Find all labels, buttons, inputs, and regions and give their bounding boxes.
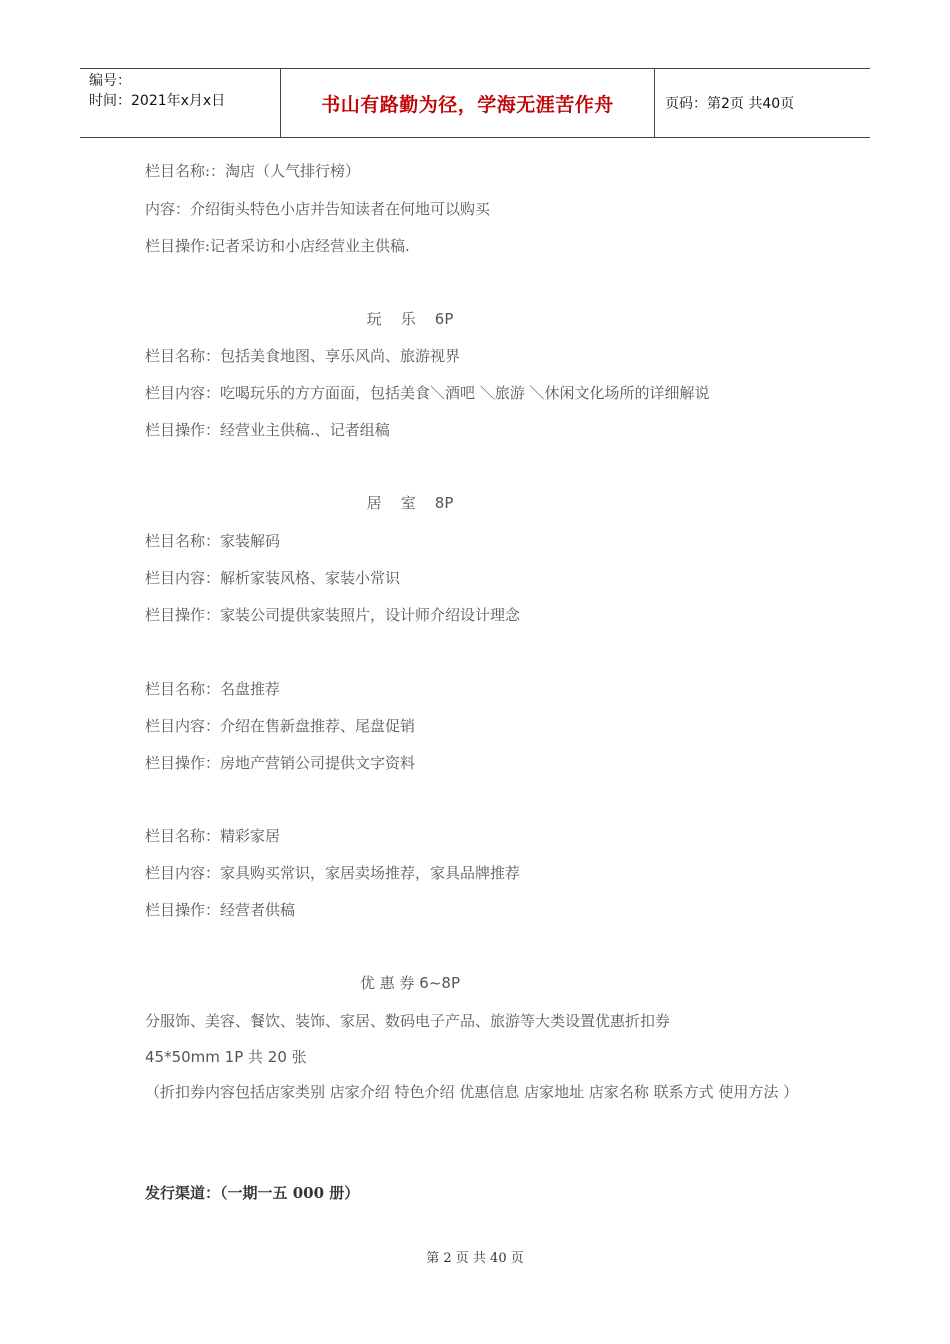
coupon-heading: 优 惠 券 6~8P <box>359 974 460 992</box>
home-col1-content: 栏目内容：解析家装风格、家装小常识 <box>145 569 401 587</box>
coupon-description: 分服饰、美容、餐饮、装饰、家居、数码电子产品、旅游等大类设置优惠折扣券 <box>145 1012 671 1030</box>
play-operation: 栏目操作：经营业主供稿.、记者组稿 <box>145 421 390 439</box>
taodian-name: 栏目名称:：淘店（人气排行榜） <box>145 162 361 180</box>
coupon-note: （折扣券内容包括店家类别 店家介绍 特色介绍 优惠信息 店家地址 店家名称 联系方式 使用方法 ） <box>145 1083 799 1101</box>
home-col1-operation: 栏目操作：家装公司提供家装照片，设计师介绍设计理念 <box>145 606 521 624</box>
document-body <box>145 0 825 1240</box>
home-col2-content: 栏目内容：介绍在售新盘推荐、尾盘促销 <box>145 717 416 735</box>
home-col1-name: 栏目名称：家装解码 <box>145 532 281 550</box>
play-heading: 玩 乐 6P <box>366 310 454 328</box>
time-label: 时间：2021年x月x日 <box>89 93 226 109</box>
home-col3-name: 栏目名称：精彩家居 <box>145 827 281 845</box>
play-name: 栏目名称：包括美食地图、享乐风尚、旅游视界 <box>145 347 461 365</box>
page-footer: 第 2 页 共 40 页 <box>426 1251 524 1266</box>
home-heading: 居 室 8P <box>366 494 454 512</box>
taodian-operation: 栏目操作:记者采访和小店经营业主供稿. <box>145 237 410 255</box>
serial-label: 编号： <box>89 73 131 89</box>
home-col3-operation: 栏目操作：经营者供稿 <box>145 901 296 919</box>
home-col2-operation: 栏目操作：房地产营销公司提供文字资料 <box>145 754 416 772</box>
header-motto: 书山有路勤为径，学海无涯苦作舟 <box>281 69 655 137</box>
taodian-content: 内容：介绍街头特色小店并告知读者在何地可以购买 <box>145 200 491 218</box>
play-content: 栏目内容：吃喝玩乐的方方面面，包括美食＼酒吧 ＼旅游 ＼休闲文化场所的详细解说 <box>145 384 710 402</box>
home-col2-name: 栏目名称：名盘推荐 <box>145 680 281 698</box>
distribution-channel: 发行渠道：（一期一五 000 册） <box>145 1184 360 1202</box>
coupon-size: 45*50mm 1P 共 20 张 <box>145 1048 307 1066</box>
home-col3-content: 栏目内容：家具购买常识，家居卖场推荐，家具品牌推荐 <box>145 864 521 882</box>
header-page-info: 页码：第2页 共40页 <box>665 96 795 112</box>
